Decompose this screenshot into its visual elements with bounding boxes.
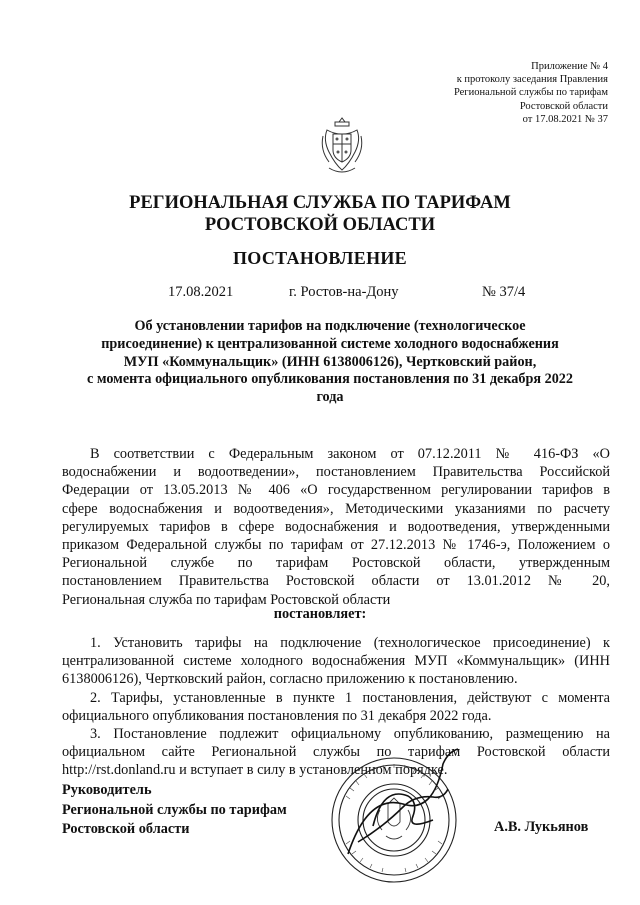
subject-line: МУП «Коммунальщик» (ИНН 6138006126), Чертковский район,: [123, 353, 537, 370]
preamble-line: водоснабжении и водоотведении», постановлением Правительства Российской: [62, 464, 610, 481]
item-line: 3. Постановление подлежит официальному опубликованию, размещению на: [90, 726, 610, 743]
preamble-line: Региональная служба по тарифам Ростовской области: [62, 591, 391, 608]
signatory-name: А.В. Лукьянов: [494, 819, 589, 835]
subject-line: Об установлении тарифов на подключение (технологическое: [134, 318, 526, 334]
item-line: 1. Установить тарифы на подключение (технологическое присоединение) к: [90, 635, 610, 651]
document-city: г. Ростов-на-Дону: [289, 284, 399, 300]
decree-word: постановляет:: [273, 606, 367, 622]
preamble-line: постановлением Правительства Ростовской области от 13.01.2012 № 20,: [62, 573, 610, 590]
organization-name: РЕГИОНАЛЬНАЯ СЛУЖБА ПО ТАРИФАМ: [129, 193, 511, 213]
signatory-title-line: Руководитель: [62, 782, 152, 798]
signatory-title: [62, 781, 287, 840]
annex-line: Региональной службы по тарифам: [453, 87, 608, 99]
preamble-line: приказом Федеральной службы по тарифам от 27.12.2013 № 1746-э, Положением о: [62, 537, 610, 554]
document-number: № 37/4: [482, 284, 526, 300]
annex-line: Приложение № 4: [531, 61, 608, 72]
coat-of-arms-icon: [319, 112, 365, 176]
item-line: http://rst.donland.ru и вступает в силу в установленном порядке.: [62, 762, 448, 779]
official-seal-stamp: [318, 744, 473, 894]
item-line: официальном сайте Региональной службы по тарифам Ростовской области: [62, 744, 610, 761]
subject-line: года: [316, 389, 344, 406]
signatory-title-line: Ростовской области: [62, 821, 190, 837]
annex-line: от 17.08.2021 № 37: [522, 113, 608, 125]
preamble-line: сфере водоснабжения и водоотведения», Методическими указаниями по расчету: [62, 500, 610, 517]
annex-reference: [368, 60, 608, 126]
preamble-paragraph: [62, 445, 610, 609]
document-type: ПОСТАНОВЛЕНИЕ: [233, 248, 407, 268]
signatory-title-line: Региональной службы по тарифам: [62, 801, 287, 818]
organization-region: РОСТОВСКОЙ ОБЛАСТИ: [204, 215, 436, 235]
item-line: централизованной системе холодного водоснабжения МУП «Коммунальщик» (ИНН: [62, 653, 610, 670]
document-subject: [60, 318, 600, 407]
subject-line: с момента официального опубликования постановления по 31 декабря 2022: [87, 371, 573, 388]
preamble-line: Федерации от 13.05.2013 № 406 «О государственном регулировании тарифов в: [62, 482, 610, 499]
item-line: 6138006126), Чертковский район, согласно приложению к постановлению.: [62, 671, 518, 688]
annex-line: к протоколу заседания Правления: [456, 74, 608, 86]
item-line: официального опубликования постановления по 31 декабря 2022 года.: [62, 707, 492, 724]
subject-line: присоединение) к централизованной системе холодного водоснабжения: [101, 335, 559, 352]
preamble-line: В соответствии с Федеральным законом от 07.12.2011 № 416-ФЗ «О: [90, 446, 610, 462]
document-date: 17.08.2021: [168, 284, 234, 300]
annex-line: Ростовской области: [519, 100, 608, 112]
preamble-line: Региональной службе по тарифам Ростовской области, утвержденным: [62, 555, 610, 572]
preamble-line: регулируемых тарифов в сфере водоснабжения и водоотведения, утвержденными: [62, 518, 610, 535]
item-line: 2. Тарифы, установленные в пункте 1 постановления, действуют с момента: [90, 689, 610, 706]
